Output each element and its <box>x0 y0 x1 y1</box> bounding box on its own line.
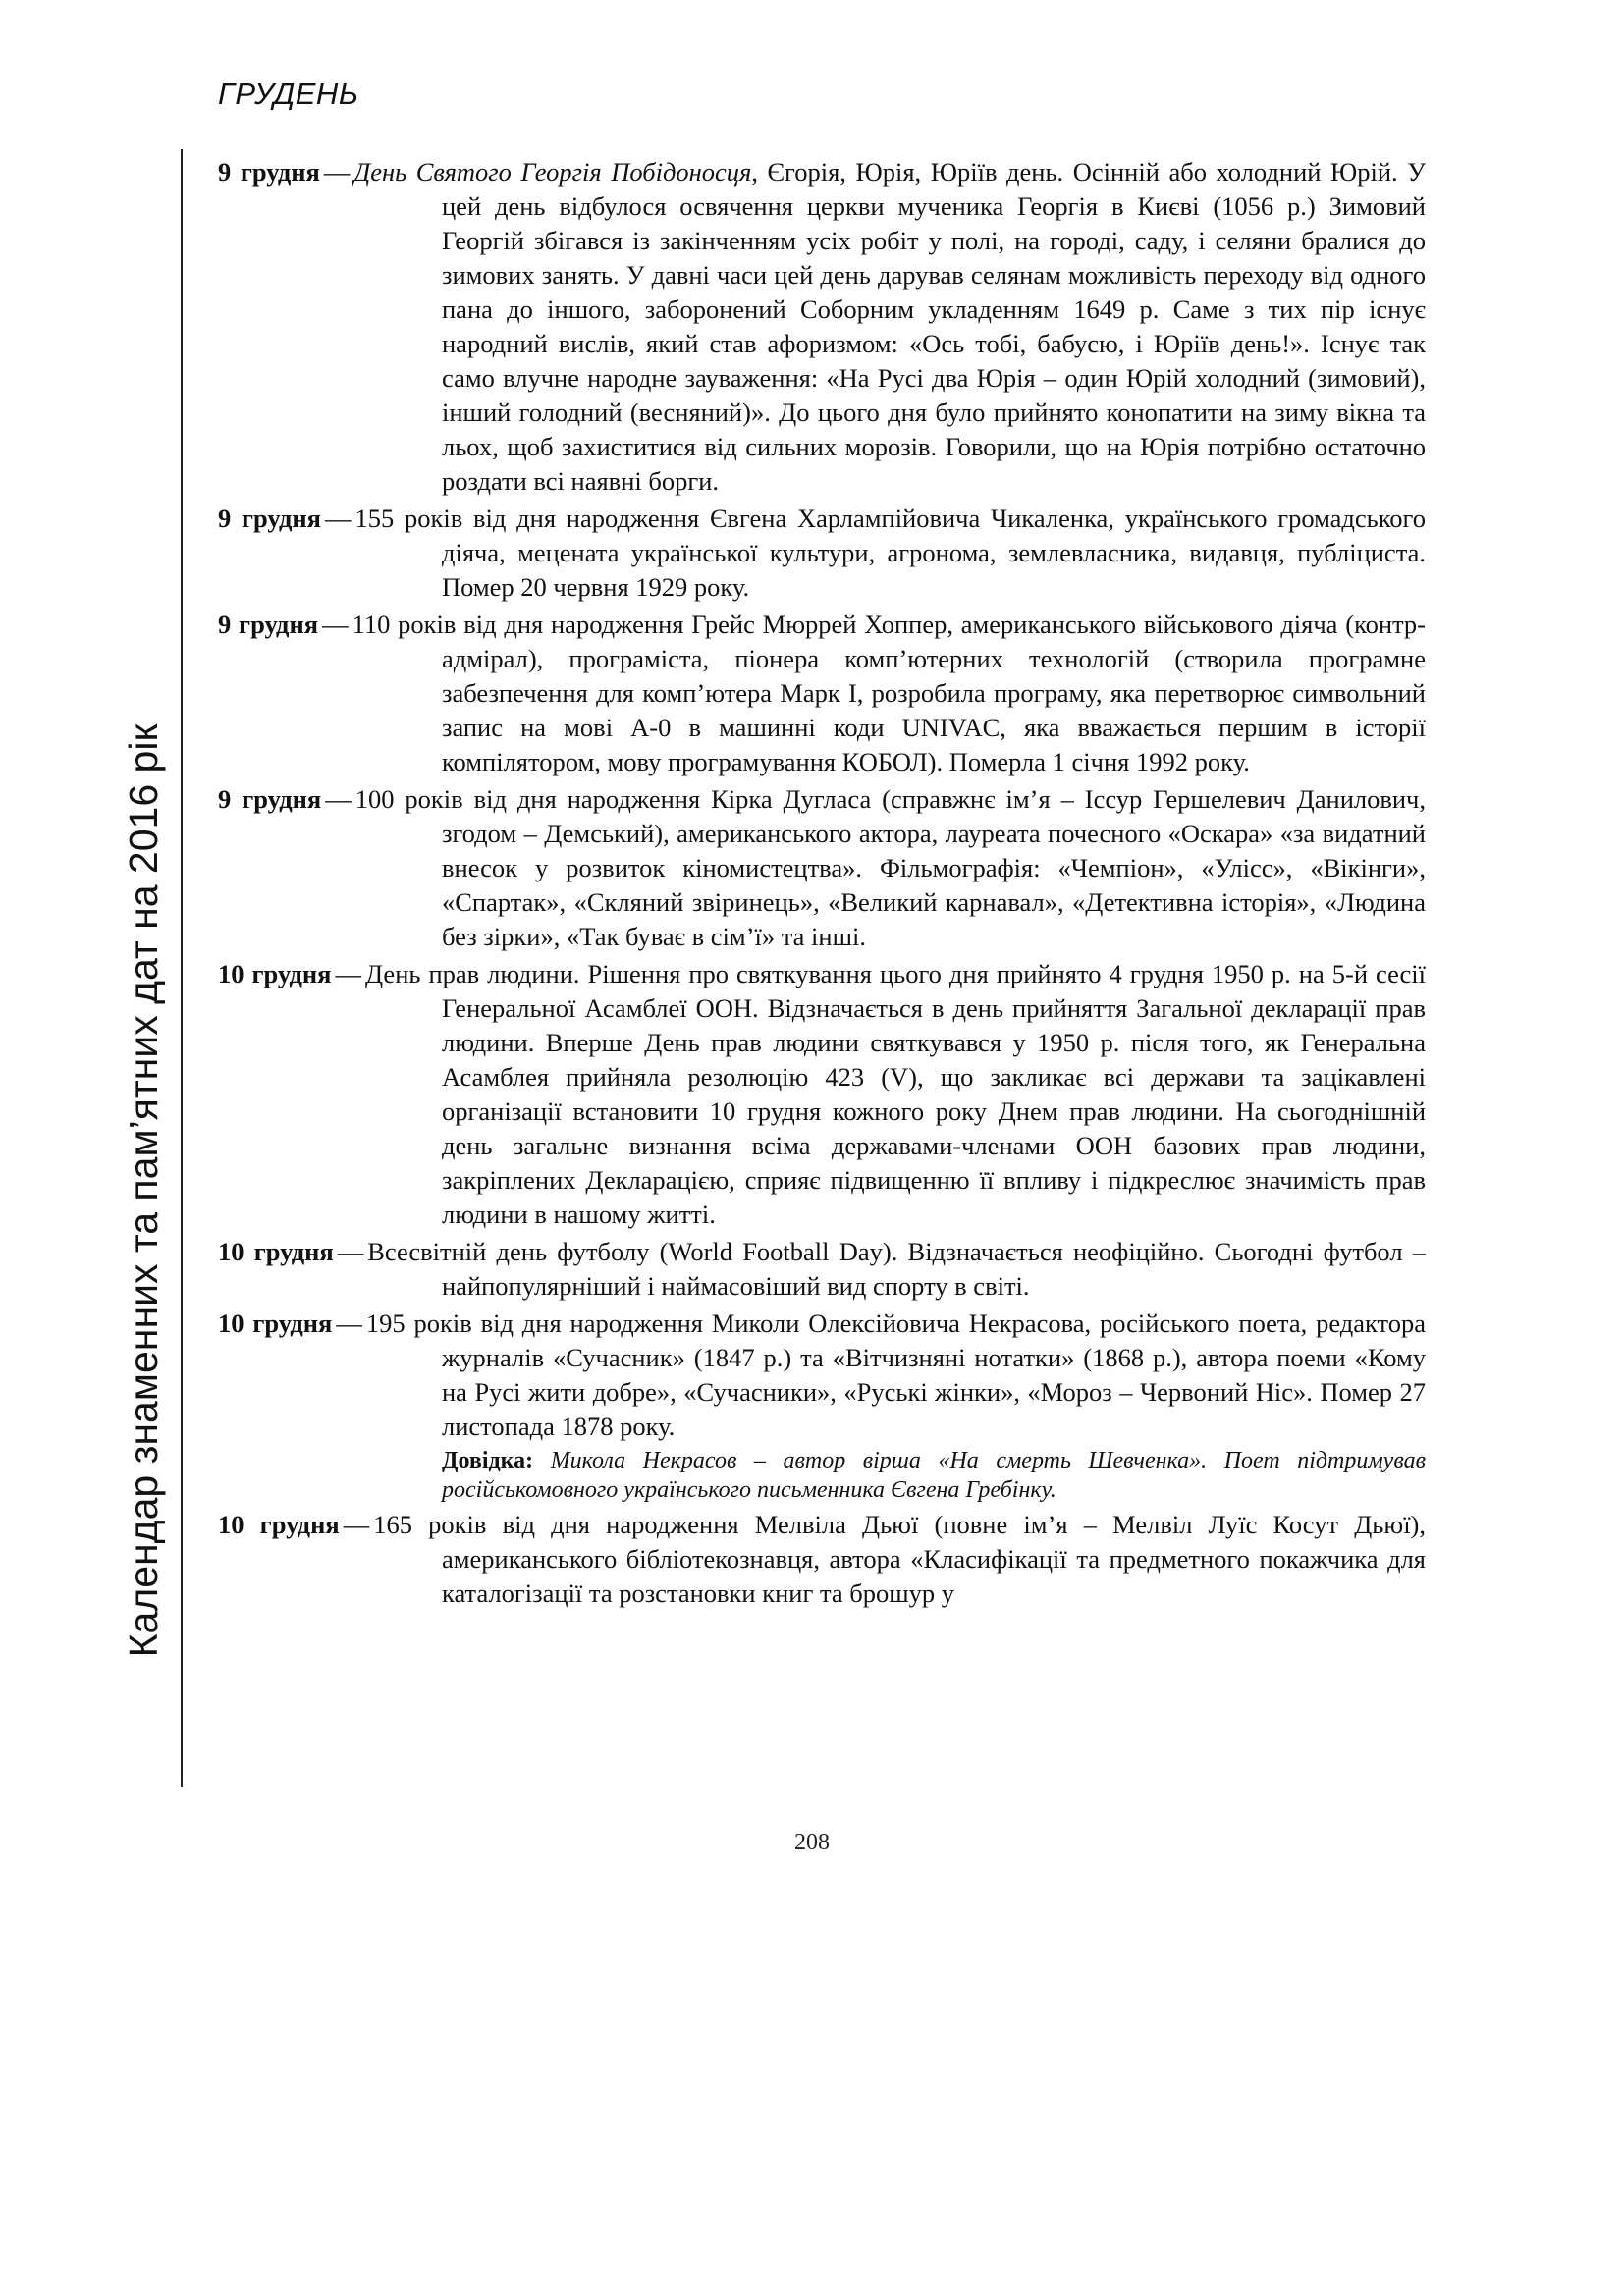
entry-dash: — <box>323 157 351 187</box>
entry-dash: — <box>337 1237 364 1266</box>
entry-date: 10 грудня <box>218 1237 334 1266</box>
entry-text: Всесвітній день футболу (World Football Day). Відзначається неофіційно. Сьогодні футбол – найпопулярніший і наймасовіший вид спорту в світі. <box>367 1237 1426 1301</box>
entry-date: 10 грудня <box>218 959 332 988</box>
calendar-entry <box>218 1508 1426 1611</box>
calendar-entries <box>218 155 1426 1614</box>
entry-date: 10 грудня <box>218 1510 340 1539</box>
entry-dash: — <box>325 504 352 533</box>
entry-date: 9 грудня <box>218 157 320 187</box>
entry-date: 10 грудня <box>218 1308 333 1338</box>
calendar-entry <box>218 957 1426 1232</box>
reference-text: Микола Некрасов – автор вірша «На смерть Шевченка». Поет підтримував російськомовного українського письменника Євгена Гребінку. <box>442 1448 1427 1503</box>
calendar-entry <box>218 782 1426 954</box>
entry-reference-note <box>442 1446 1426 1505</box>
entry-text: 155 років від дня народження Євгена Харлампійовича Чикаленка, українського громадського діяча, мецената української культури, агронома, землевласника, видавця, публіциста. Помер 20 червня 1929 року. <box>354 504 1426 602</box>
entry-dash: — <box>343 1510 370 1539</box>
running-header: ГРУДЕНЬ <box>218 77 359 111</box>
entry-dash: — <box>336 1308 362 1338</box>
entry-date: 9 грудня <box>218 610 319 639</box>
entry-text: 100 років від дня народження Кірка Дугласа (справжнє ім’я – Іссур Гершелевич Данилович, згодом – Демський), американського актора, лауреата почесного «Оскара» «за видатний внесок у розвиток кіномистецтва». Фільмографія: «Чемпіон», «Улісс», «Вікінги», «Спартак», «Скляний звіринець», «Великий карнавал», «Детективна історія», «Людина без зірки», «Так буває в сім’ї» та інші. <box>354 784 1426 951</box>
margin-rule <box>181 149 183 1787</box>
entry-text: , Єгорія, Юрія, Юріїв день. Осінній або холодний Юрій. У цей день відбулося освячення церкви мученика Георгія в Києві (1056 р.) Зимовий Георгій збігався із закінченням усіх робіт у полі, на городі, саду, і селяни бралися до зимових занять. У давні часи цей день дарував селянам можливість переходу від одного пана до іншого, заборонений Соборним укладенням 1649 р. Саме з тих пір існує народний вислів, який став афоризмом: «Ось тобі, бабусю, і Юріїв день!». Існує так само влучне народне зауваження: «На Русі два Юрія – один Юрій холодний (зимовий), інший голодний (весняний)». До цього дня було прийнято конопатити на зиму вікна та льох, щоб захиститися від сильних морозів. Говорили, що на Юрія потрібно остаточно роздати всі наявні борги. <box>442 157 1426 496</box>
calendar-entry <box>218 1235 1426 1304</box>
entry-text: 195 років від дня народження Миколи Олексійовича Некрасова, російського поета, редактора журналів «Сучасник» (1847 р.) та «Вітчизняні нотатки» (1868 р.), автора поеми «Кому на Русі жити добре», «Сучасники», «Руські жінки», «Мороз – Червоний Ніс». Помер 27 листопада 1878 року. <box>365 1308 1426 1441</box>
calendar-entry <box>218 1307 1426 1505</box>
calendar-entry <box>218 608 1426 779</box>
entry-dash: — <box>325 784 352 814</box>
entry-date: 9 грудня <box>218 784 322 814</box>
page-number: 208 <box>794 1830 830 1855</box>
calendar-entry <box>218 155 1426 499</box>
side-title: Календар знаменних та пам’ятних дат на 2016 рік <box>121 723 166 1658</box>
entry-text: 110 років від дня народження Грейс Мюррей Хоппер, американського військового діяча (контр-адмірал), програміста, піонера комп’ютерних технологій (створила програмне забезпечення для комп’ютера Марк I, розробила програму, яка перетворює символьний запис на мові A-0 в машинні коди UNIVAC, яка вважається першим в історії компілятором, мову програмування КОБОЛ). Померла 1 січня 1992 року. <box>352 610 1427 776</box>
entry-title-italic: День Святого Георгія Побідоносця <box>353 157 752 187</box>
entry-text: День прав людини. Рішення про святкування цього дня прийнято 4 грудня 1950 р. на 5-й сесії Генеральної Асамблеї ООН. Відзначається в день прийняття Загальної декларації прав людини. Вперше День прав людини святкувався у 1950 р. після того, як Генеральна Асамблея прийняла резолюцію 423 (V), що закликає всі держави та зацікавлені організації встановити 10 грудня кожного року Днем прав людини. На сьогоднішній день загальне визнання всіма державами-членами ООН базових прав людини, закріплених Декларацією, сприяє підвищенню її впливу і підкреслює значимість прав людини в нашому житті. <box>365 959 1427 1229</box>
entry-date: 9 грудня <box>218 504 322 533</box>
entry-text: 165 років від дня народження Мелвіла Дьюї (повне ім’я – Мелвіл Луїс Косут Дьюї), американського бібліотекознавця, автора «Класифікації та предметного покажчика для каталогізації та розстановки книг та брошур у <box>373 1510 1427 1608</box>
entry-dash: — <box>322 610 349 639</box>
calendar-entry <box>218 502 1426 605</box>
reference-label: Довідка: <box>442 1448 534 1473</box>
entry-dash: — <box>335 959 362 988</box>
